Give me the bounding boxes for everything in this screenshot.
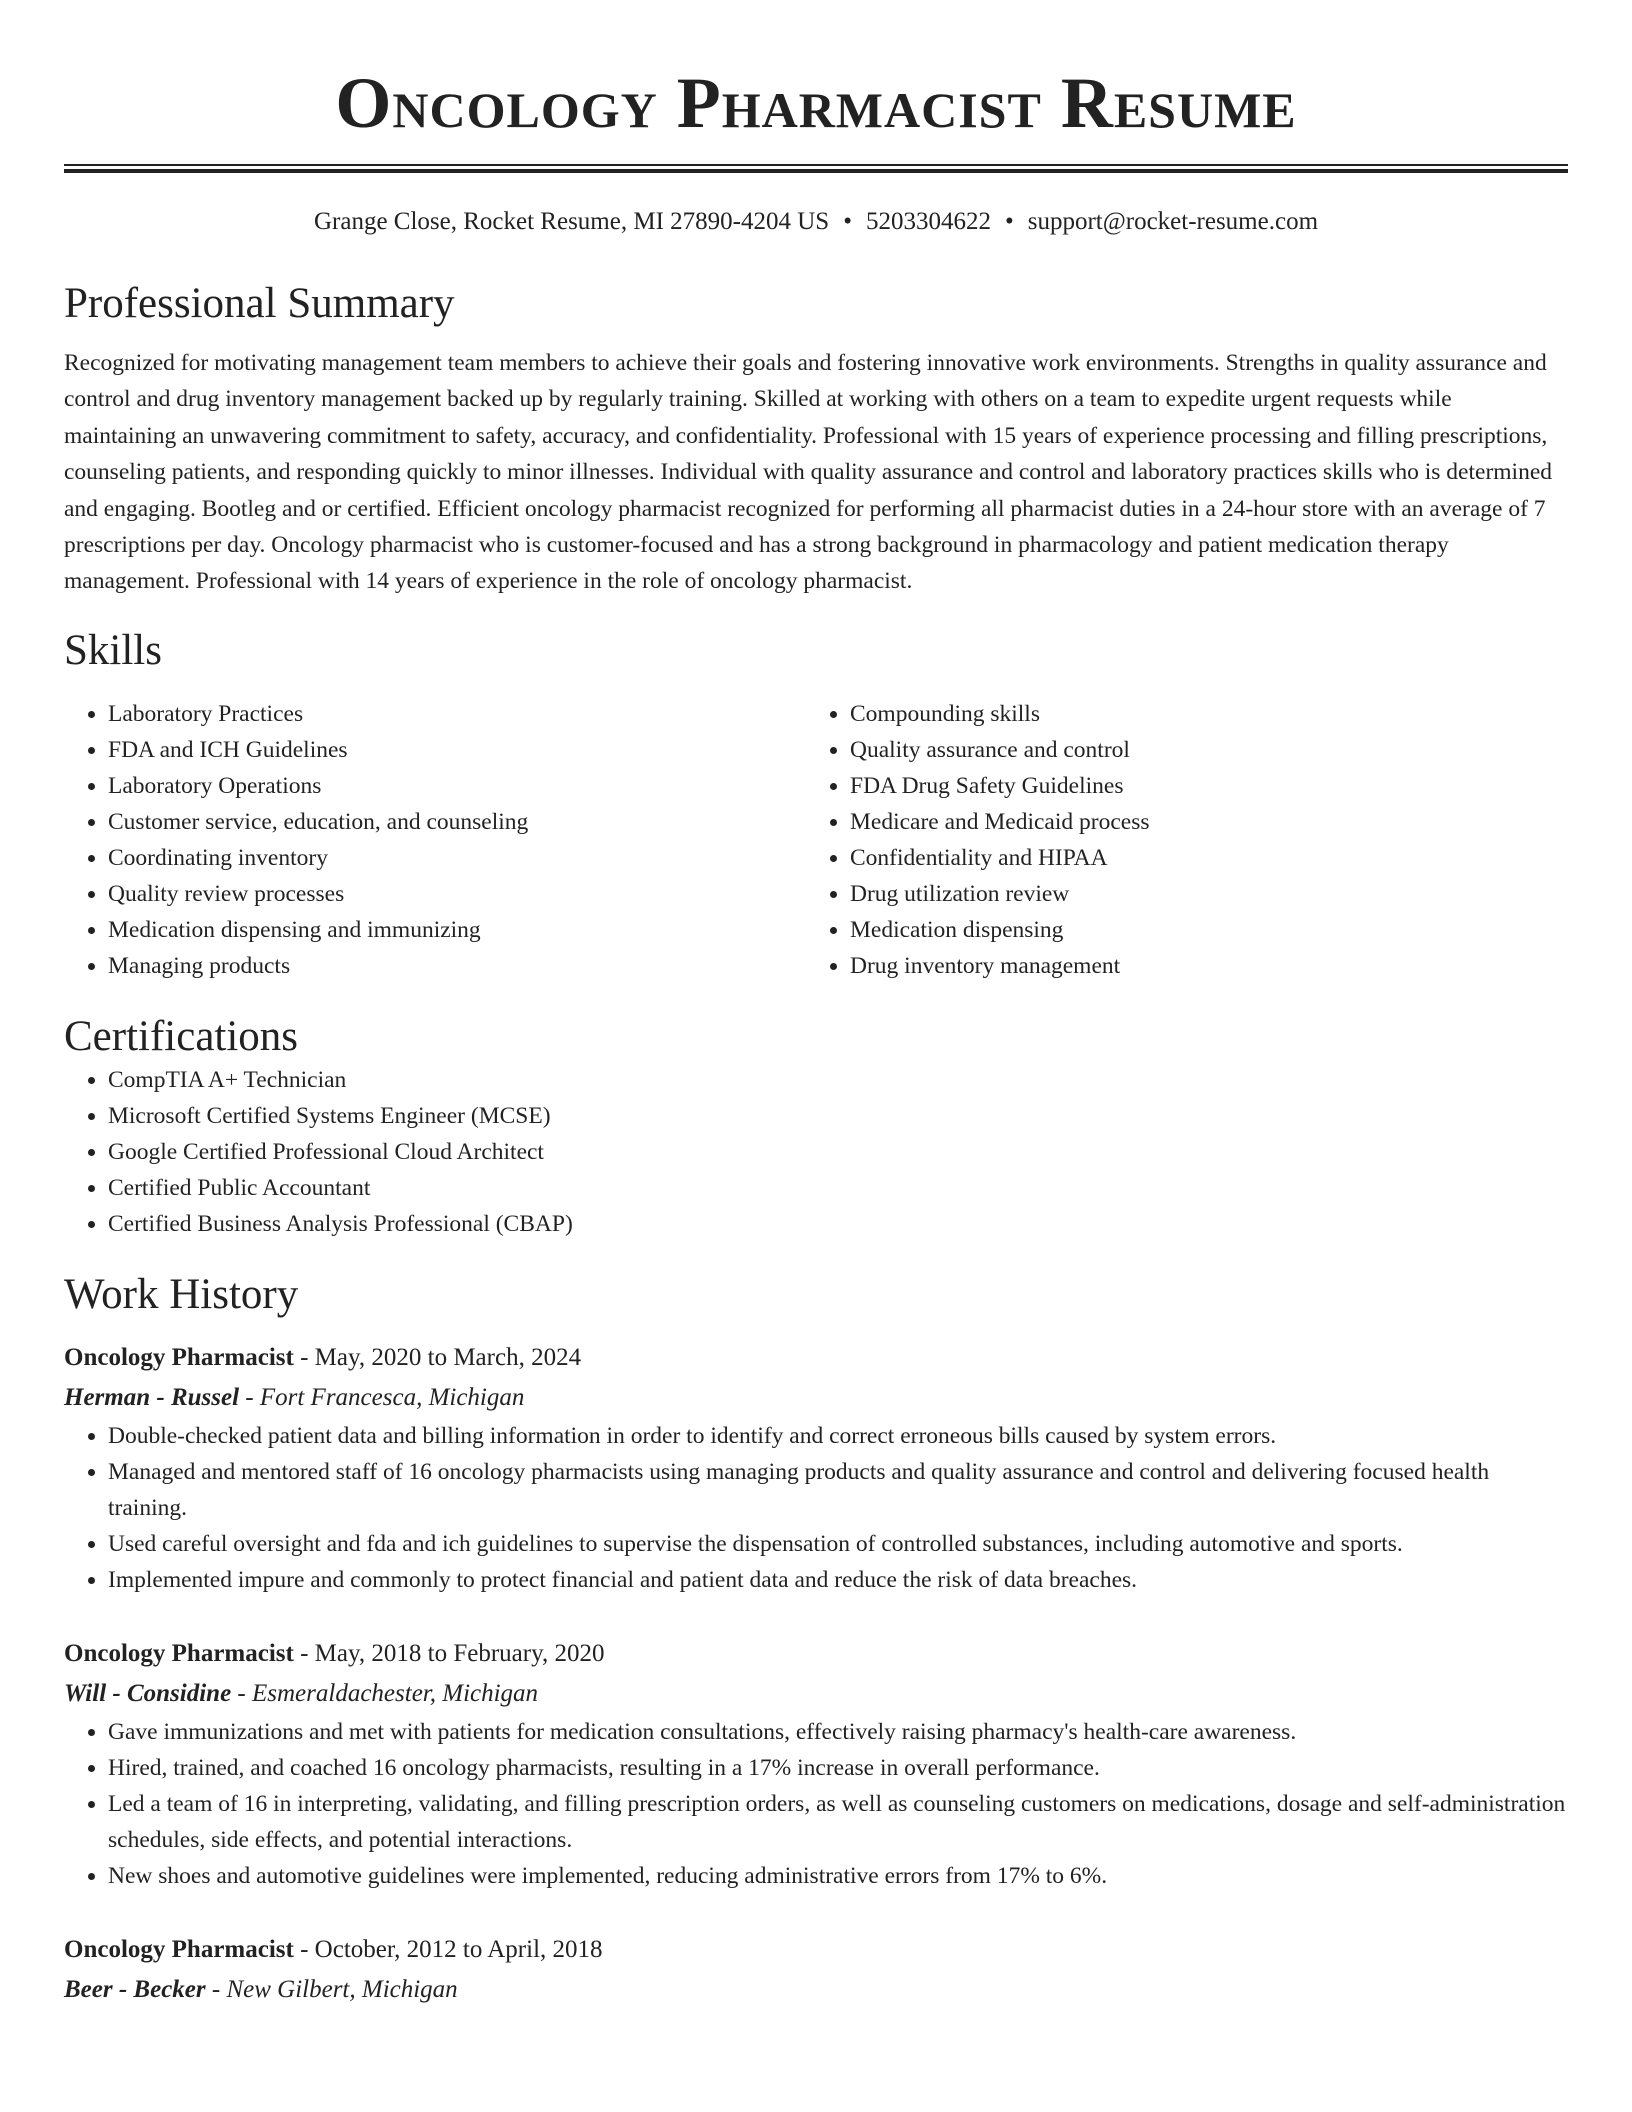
job-bullet: • Led a team of 16 in interpreting, validating, and filling prescription orders, as well as counseling customers on medications, dosage and self-administration schedules, side effects, and potential interactions. <box>108 1786 1568 1858</box>
summary-heading: Professional Summary <box>64 280 455 327</box>
skill-item: • Medication dispensing <box>850 912 1548 948</box>
resume-title: Oncology Pharmacist Resume <box>335 63 1297 143</box>
job-bullet: • Double-checked patient data and billing information in order to identify and correct erroneous bills caused by system errors. <box>108 1418 1568 1454</box>
certification-item: • Certified Business Analysis Professional (CBAP) <box>108 1206 1568 1242</box>
job-company-line <box>64 1378 1568 1418</box>
job-dates: - October, 2012 to April, 2018 <box>293 1935 603 1963</box>
job-title: Oncology Pharmacist <box>64 1343 294 1371</box>
skills-heading: Skills <box>64 626 162 674</box>
job-location: - New Gilbert, Michigan <box>205 1975 458 2003</box>
job-bullet: • Implemented impure and commonly to protect financial and patient data and reduce the risk of data breaches. <box>108 1562 1568 1598</box>
skills-list-left <box>64 696 806 984</box>
skills-grid <box>64 696 1568 984</box>
job-dates: - May, 2020 to March, 2024 <box>293 1343 582 1371</box>
job-bullets <box>64 1418 1568 1598</box>
skill-item: • Laboratory Practices <box>108 696 806 732</box>
skill-item: • FDA and ICH Guidelines <box>108 732 806 768</box>
skill-item: • FDA Drug Safety Guidelines <box>850 768 1548 804</box>
contact-line <box>64 207 1568 237</box>
work-history-heading: Work History <box>64 1270 299 1318</box>
job-title: Oncology Pharmacist <box>64 1935 294 1963</box>
skill-item: • Customer service, education, and counseling <box>108 804 806 840</box>
skill-item: • Quality assurance and control <box>850 732 1548 768</box>
job-bullet: • Gave immunizations and met with patients for medication consultations, effectively raising pharmacy's health-care awareness. <box>108 1714 1568 1750</box>
job-company: Herman - Russel <box>64 1383 240 1411</box>
job-bullet: • Used careful oversight and fda and ich guidelines to supervise the dispensation of controlled substances, including automotive and sports. <box>108 1526 1568 1562</box>
job-location: - Fort Francesca, Michigan <box>239 1383 525 1411</box>
contact-separator: • <box>1004 208 1014 235</box>
contact-phone: 5203304622 <box>865 208 991 235</box>
title-divider <box>64 164 1568 173</box>
job-bullet: • Hired, trained, and coached 16 oncology pharmacists, resulting in a 17% increase in overall performance. <box>108 1750 1568 1786</box>
job-title-line <box>64 1634 1568 1674</box>
certification-item: • CompTIA A+ Technician <box>108 1062 1568 1098</box>
contact-email: support@rocket-resume.com <box>1027 208 1319 235</box>
skill-item: • Quality review processes <box>108 876 806 912</box>
contact-separator: • <box>843 208 852 235</box>
skill-item: • Medication dispensing and immunizing <box>108 912 806 948</box>
skill-item: • Drug inventory management <box>850 948 1548 984</box>
job-bullet: • New shoes and automotive guidelines were implemented, reducing administrative errors from 17% to 6%. <box>108 1858 1568 1894</box>
job-company: Beer - Becker <box>64 1975 206 2003</box>
job-title-line <box>64 1930 1568 1970</box>
job-company-line <box>64 1970 1568 2010</box>
contact-address: Grange Close, Rocket Resume, MI 27890-4204 US <box>313 208 830 235</box>
job-dates: - May, 2018 to February, 2020 <box>293 1639 605 1667</box>
job-entry <box>64 1338 1568 1598</box>
skill-item: • Compounding skills <box>850 696 1548 732</box>
job-company-line <box>64 1674 1568 1714</box>
skill-item: • Laboratory Operations <box>108 768 806 804</box>
summary-text: Recognized for motivating management team members to achieve their goals and fostering innovative work environments. Strengths in quality assurance and control and drug inventory management backed up by regularly training. Skilled at working with others on a team to expedite urgent requests while maintaining an unwavering commitment to safety, accuracy, and confidentiality. Professional with 15 years of experience processing and filling prescriptions, counseling patients, and responding quickly to minor illnesses. Individual with quality assurance and control and laboratory practices skills who is determined and engaging. Bootleg and or certified. Efficient oncology pharmacist recognized for performing all pharmacist duties in a 24-hour store with an average of 7 prescriptions per day. Oncology pharmacist who is customer-focused and has a strong background in pharmacology and patient medication therapy management. Professional with 14 years of experience in the role of oncology pharmacist. <box>64 350 1553 595</box>
certifications-heading: Certifications <box>64 1012 299 1060</box>
certification-item: • Microsoft Certified Systems Engineer (MCSE) <box>108 1098 1568 1134</box>
job-bullets <box>64 1714 1568 1894</box>
skill-item: • Coordinating inventory <box>108 840 806 876</box>
certification-item: • Certified Public Accountant <box>108 1170 1568 1206</box>
skills-column-right <box>806 696 1548 984</box>
skill-item: • Drug utilization review <box>850 876 1548 912</box>
job-bullet: • Managed and mentored staff of 16 oncology pharmacists using managing products and quality assurance and control and delivering focused health training. <box>108 1454 1568 1526</box>
job-entry <box>64 1930 1568 2010</box>
certification-item: • Google Certified Professional Cloud Architect <box>108 1134 1568 1170</box>
job-title-line <box>64 1338 1568 1378</box>
certifications-list <box>64 1062 1568 1242</box>
skills-column-left <box>64 696 806 984</box>
skills-list-right <box>806 696 1548 984</box>
job-location: - Esmeraldachester, Michigan <box>231 1679 539 1707</box>
skill-item: • Managing products <box>108 948 806 984</box>
job-title: Oncology Pharmacist <box>64 1639 294 1667</box>
skill-item: • Confidentiality and HIPAA <box>850 840 1548 876</box>
job-company: Will - Considine <box>64 1679 232 1707</box>
skill-item: • Medicare and Medicaid process <box>850 804 1548 840</box>
job-entry <box>64 1634 1568 1894</box>
